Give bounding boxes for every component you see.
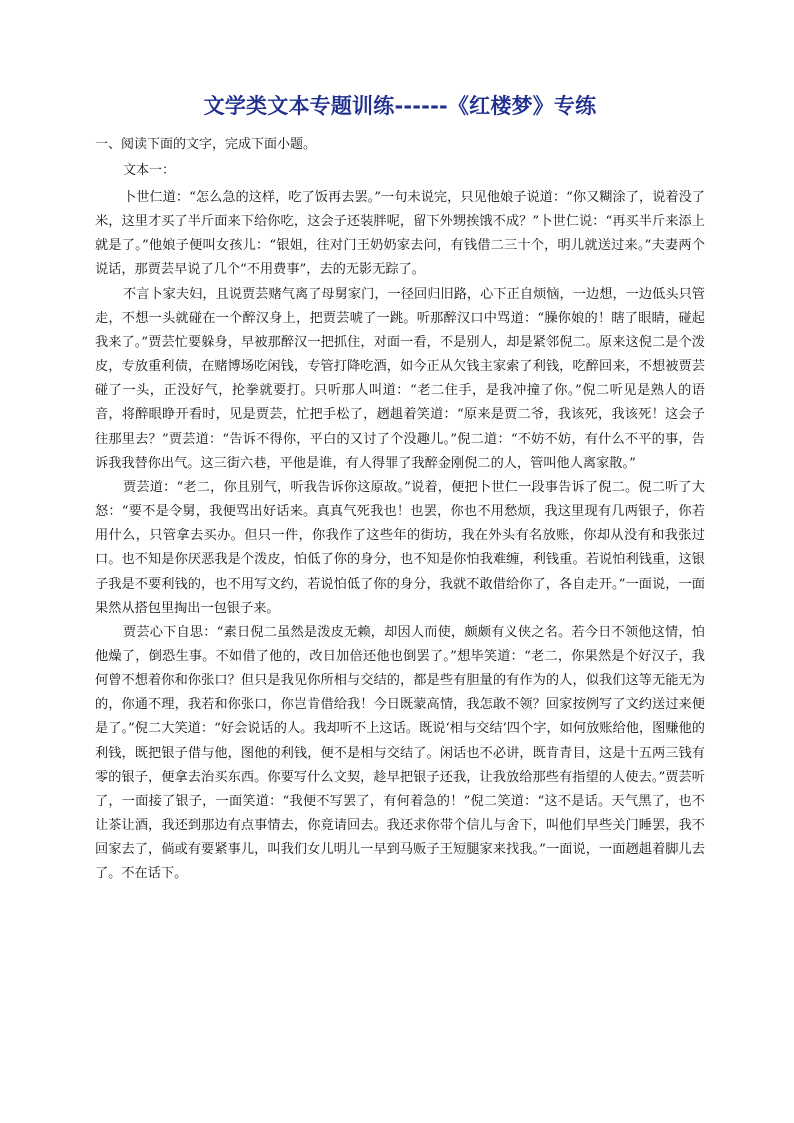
- paragraph-4: 贾芸心下自思：“素日倪二虽然是泼皮无赖，却因人而使，颇颇有义侠之名。若今日不领他这情，怕他燥了，倒恐生事。不如借了他的，改日加倍还他也倒罢了。”想毕笑道：“老二，你果然是个好汉子，我何曾不想着你和你张口？但只是我见你所相与交结的，都是些有胆量的有作为的人，似我们这等无能无为的，你通不理，我若和你张口，你岂肯借给我！今日既蒙高情，我怎敢不领？回家按例写了文约送过来便是了。”倪二大笑道：“好会说话的人。我却听不上这话。既说‘相与交结’四个字，如何放账给他，图赚他的利钱，既把银子借与他，图他的利钱，便不是相与交结了。闲话也不必讲，既肯青目，这是十五两三钱有零的银子，便拿去治买东西。你要写什么文契，趁早把银子还我，让我放给那些有指望的人使去。”贾芸听了，一面接了银子，一面笑道：“我便不写罢了，有何着急的！”倪二笑道：“这不是话。天气黑了，也不让茶让酒，我还到那边有点事情去，你竟请回去。我还求你带个信儿与舍下，叫他们早些关门睡罢，我不回家去了，倘或有要紧事儿，叫我们女儿明儿一早到马贩子王短腿家来找我。”一面说，一面趔趄着脚儿去了。不在话下。: [95, 624, 705, 882]
- paragraph-3: 贾芸道：“老二，你且别气，听我告诉你这原故。”说着，便把卜世仁一段事告诉了倪二。倪二听了大怒：“要不是令舅，我便骂出好话来。真真气死我也！也罢，你也不用愁烦，我这里现有几两银子，你若用什么，只管拿去买办。但只一件，你我作了这些年的街坊，我在外头有名放账，你却从没有和我张过口。也不知是你厌恶我是个泼皮，怕低了你的身分，也不知是你怕我难缠，利钱重。若说怕利钱重，这银子我是不要利钱的，也不用写文约，若说怕低了你的身分，我就不敢借给你了，各自走开。”一面说，一面果然从搭包里掏出一包银子来。: [95, 479, 705, 616]
- text-label: 文本一：: [123, 163, 176, 178]
- paragraph-2: 不言卜家夫妇，且说贾芸赌气离了母舅家门，一径回归旧路，心下正自烦恼，一边想，一边低头只管走，不想一头就碰在一个醉汉身上，把贾芸唬了一跳。听那醉汉口中骂道：“臊你娘的！瞎了眼睛，碰起我来了。”贾芸忙要躲身，早被那醉汉一把抓住，对面一看，不是别人，却是紧邻倪二。原来这倪二是个泼皮，专放重利债，在赌博场吃闲钱，专管打降吃酒，如今正从欠钱主家索了利钱，吃醉回来，不想被贾芸碰了一头，正没好气，抡拳就要打。只听那人叫道：“老二住手，是我冲撞了你。”倪二听见是熟人的语音，将醉眼睁开看时，见是贾芸，忙把手松了，趔趄着笑道：“原来是贾二爷，我该死，我该死！这会子往那里去？”贾芸道：“告诉不得你，平白的又讨了个没趣儿。”倪二道：“不妨不妨，有什么不平的事，告诉我我替你出气。这三街六巷，平他是谁，有人得罪了我醉金刚倪二的人，管叫他人离家散。”: [95, 286, 705, 471]
- document-title: 文学类文本专题训练------《红楼梦》专练: [203, 94, 597, 118]
- paragraph-1: 卜世仁道：“怎么急的这样，吃了饭再去罢。”一句未说完，只见他娘子说道：“你又糊涂了，说着没了米，这里才买了半斤面来下给你吃，这会子还装胖呢，留下外甥挨饿不成？”卜世仁说：“再买半斤来添上就是了。”他娘子便叫女孩儿：“银姐，往对门王奶奶家去问，有钱借二三十个，明儿就送过来。”夫妻两个说话，那贾芸早说了几个“不用费事”，去的无影无踪了。: [95, 190, 705, 278]
- document-page: [95, 92, 705, 887]
- section-heading: 一、阅读下面的文字，完成下面小题。: [95, 137, 317, 152]
